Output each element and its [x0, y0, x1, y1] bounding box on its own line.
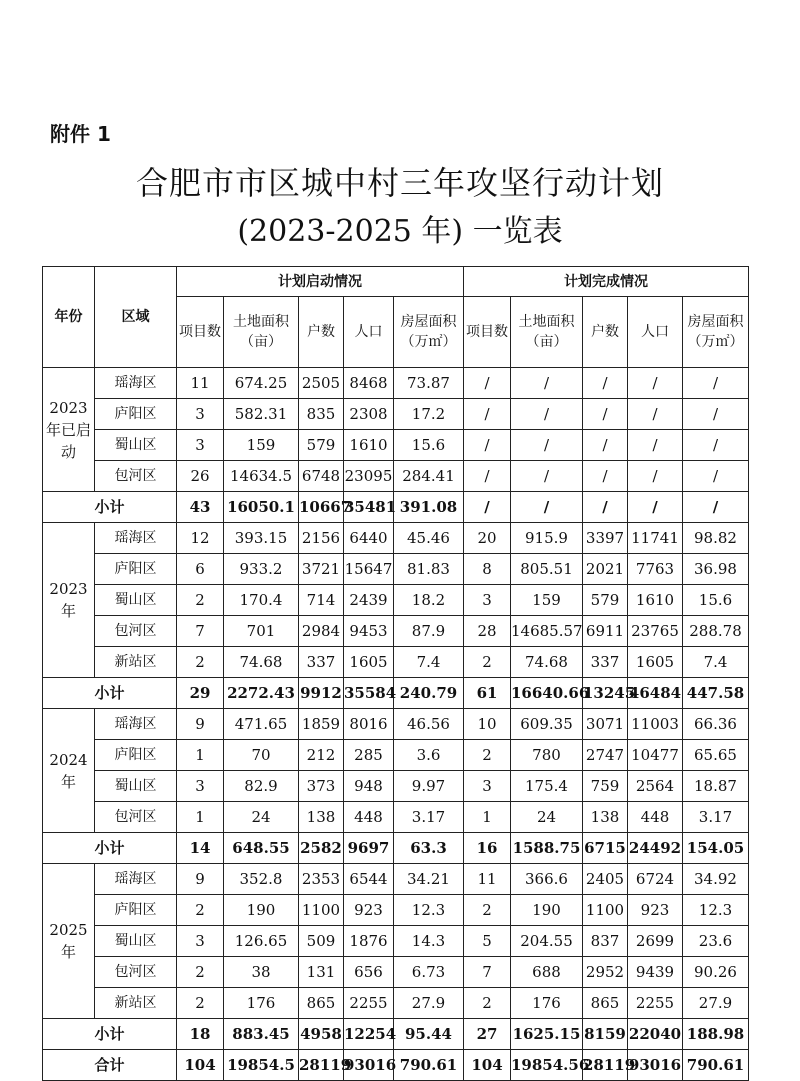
- header-plan-start: 计划启动情况: [177, 267, 464, 297]
- table-cell: 6748: [299, 461, 344, 492]
- table-cell: 27: [464, 1019, 511, 1050]
- table-cell: /: [464, 461, 511, 492]
- table-cell: 11: [464, 864, 511, 895]
- table-cell: 12.3: [683, 895, 749, 926]
- table-cell: 366.6: [511, 864, 583, 895]
- table-cell: 17.2: [394, 399, 464, 430]
- table-row: [43, 585, 749, 616]
- table-cell: 2: [177, 957, 224, 988]
- table-cell: 790.61: [394, 1050, 464, 1081]
- table-cell: /: [511, 461, 583, 492]
- table-cell: 188.98: [683, 1019, 749, 1050]
- table-cell: 23095: [344, 461, 394, 492]
- table-cell: 701: [224, 616, 299, 647]
- document-subtitle: (2023-2025 年) 一览表: [237, 214, 563, 249]
- table-cell: 11741: [628, 523, 683, 554]
- table-cell: 582.31: [224, 399, 299, 430]
- table-row: [43, 957, 749, 988]
- table-cell: 6715: [583, 833, 628, 864]
- table-cell: 27.9: [683, 988, 749, 1019]
- table-cell: 373: [299, 771, 344, 802]
- column-header: 户数: [583, 297, 628, 368]
- table-cell: 1610: [344, 430, 394, 461]
- table-row: [43, 461, 749, 492]
- table-cell: 170.4: [224, 585, 299, 616]
- table-cell: 22040: [628, 1019, 683, 1050]
- table-cell: 87.9: [394, 616, 464, 647]
- table-cell: 10477: [628, 740, 683, 771]
- subtotal-label: 小计: [43, 833, 177, 864]
- table-cell: 288.78: [683, 616, 749, 647]
- table-cell: 45.46: [394, 523, 464, 554]
- year-label: 2025年: [43, 864, 95, 1019]
- table-cell: /: [583, 368, 628, 399]
- district-label: 庐阳区: [95, 740, 177, 771]
- table-cell: 3: [177, 926, 224, 957]
- table-cell: 15.6: [394, 430, 464, 461]
- table-cell: 3.17: [394, 802, 464, 833]
- table-cell: 93016: [628, 1050, 683, 1081]
- table-cell: 98.82: [683, 523, 749, 554]
- table-cell: /: [511, 430, 583, 461]
- column-header: 户数: [299, 297, 344, 368]
- table-cell: 923: [344, 895, 394, 926]
- table-cell: 8: [464, 554, 511, 585]
- table-row: [43, 926, 749, 957]
- table-cell: 74.68: [511, 647, 583, 678]
- table-cell: 1: [464, 802, 511, 833]
- table-cell: 448: [628, 802, 683, 833]
- table-cell: 154.05: [683, 833, 749, 864]
- table-cell: 2747: [583, 740, 628, 771]
- table-cell: 6724: [628, 864, 683, 895]
- table-cell: 95.44: [394, 1019, 464, 1050]
- table-cell: 2272.43: [224, 678, 299, 709]
- table-cell: 10: [464, 709, 511, 740]
- table-cell: 805.51: [511, 554, 583, 585]
- table-cell: 138: [299, 802, 344, 833]
- table-cell: /: [628, 399, 683, 430]
- table-row: [43, 802, 749, 833]
- district-label: 蜀山区: [95, 585, 177, 616]
- table-cell: 7: [464, 957, 511, 988]
- district-label: 瑶海区: [95, 368, 177, 399]
- table-row: [43, 430, 749, 461]
- table-cell: 66.36: [683, 709, 749, 740]
- subtotal-label: 小计: [43, 678, 177, 709]
- table-cell: 837: [583, 926, 628, 957]
- district-label: 庐阳区: [95, 399, 177, 430]
- table-cell: 24: [224, 802, 299, 833]
- table-cell: 2952: [583, 957, 628, 988]
- table-cell: /: [628, 368, 683, 399]
- table-row: [43, 399, 749, 430]
- table-cell: 915.9: [511, 523, 583, 554]
- table-cell: 61: [464, 678, 511, 709]
- table-cell: 2: [177, 585, 224, 616]
- table-cell: 352.8: [224, 864, 299, 895]
- header-district: 区域: [95, 267, 177, 368]
- district-label: 庐阳区: [95, 554, 177, 585]
- table-row: [43, 647, 749, 678]
- column-header: 土地面积（亩）: [224, 297, 299, 368]
- table-cell: 27.9: [394, 988, 464, 1019]
- table-cell: 2156: [299, 523, 344, 554]
- table-cell: 2: [464, 647, 511, 678]
- table-cell: 1605: [628, 647, 683, 678]
- table-cell: 35584: [344, 678, 394, 709]
- table-cell: 93016: [344, 1050, 394, 1081]
- subtotal-label: 小计: [43, 492, 177, 523]
- district-label: 包河区: [95, 616, 177, 647]
- table-cell: 11: [177, 368, 224, 399]
- table-cell: /: [583, 430, 628, 461]
- table-cell: /: [683, 461, 749, 492]
- column-header: 房屋面积（万㎡）: [683, 297, 749, 368]
- table-cell: 131: [299, 957, 344, 988]
- table-cell: 656: [344, 957, 394, 988]
- table-cell: 175.4: [511, 771, 583, 802]
- table-cell: 7763: [628, 554, 683, 585]
- table-cell: 7: [177, 616, 224, 647]
- table-cell: /: [583, 399, 628, 430]
- table-cell: /: [464, 368, 511, 399]
- table-cell: 11003: [628, 709, 683, 740]
- table-cell: 9439: [628, 957, 683, 988]
- table-cell: 1: [177, 802, 224, 833]
- table-cell: /: [683, 399, 749, 430]
- table-cell: 1610: [628, 585, 683, 616]
- table-cell: 18.2: [394, 585, 464, 616]
- table-cell: 2308: [344, 399, 394, 430]
- table-cell: 447.58: [683, 678, 749, 709]
- table-cell: /: [683, 492, 749, 523]
- table-cell: 759: [583, 771, 628, 802]
- column-header: 房屋面积（万㎡）: [394, 297, 464, 368]
- table-cell: 18.87: [683, 771, 749, 802]
- table-cell: 9453: [344, 616, 394, 647]
- table-cell: /: [511, 368, 583, 399]
- table-cell: 9.97: [394, 771, 464, 802]
- table-row: [43, 988, 749, 1019]
- table-cell: 70: [224, 740, 299, 771]
- table-cell: 19854.5: [224, 1050, 299, 1081]
- table-cell: 393.15: [224, 523, 299, 554]
- table-cell: 3: [464, 771, 511, 802]
- table-cell: 9: [177, 864, 224, 895]
- district-label: 瑶海区: [95, 709, 177, 740]
- table-cell: 14: [177, 833, 224, 864]
- table-row: [43, 554, 749, 585]
- table-cell: 780: [511, 740, 583, 771]
- table-cell: 865: [583, 988, 628, 1019]
- table-cell: 2699: [628, 926, 683, 957]
- district-label: 蜀山区: [95, 430, 177, 461]
- table-cell: /: [683, 368, 749, 399]
- table-cell: 240.79: [394, 678, 464, 709]
- table-cell: 104: [177, 1050, 224, 1081]
- district-label: 包河区: [95, 802, 177, 833]
- table-cell: 159: [224, 430, 299, 461]
- table-cell: 20: [464, 523, 511, 554]
- table-cell: 923: [628, 895, 683, 926]
- table-cell: 159: [511, 585, 583, 616]
- table-cell: 2505: [299, 368, 344, 399]
- table-cell: /: [628, 430, 683, 461]
- table-cell: 2439: [344, 585, 394, 616]
- table-cell: 2: [464, 740, 511, 771]
- column-header: 人口: [628, 297, 683, 368]
- header-year: 年份: [43, 267, 95, 368]
- table-cell: 2021: [583, 554, 628, 585]
- district-label: 瑶海区: [95, 523, 177, 554]
- table-cell: 38: [224, 957, 299, 988]
- table-cell: 933.2: [224, 554, 299, 585]
- table-cell: 2564: [628, 771, 683, 802]
- table-cell: 337: [299, 647, 344, 678]
- table-cell: 3071: [583, 709, 628, 740]
- table-cell: 81.83: [394, 554, 464, 585]
- table-cell: 3: [177, 430, 224, 461]
- table-cell: 3.6: [394, 740, 464, 771]
- table-cell: 28: [464, 616, 511, 647]
- table-cell: 7.4: [394, 647, 464, 678]
- table-cell: 126.65: [224, 926, 299, 957]
- table-cell: 2255: [628, 988, 683, 1019]
- table-cell: 28119: [299, 1050, 344, 1081]
- table-cell: 26: [177, 461, 224, 492]
- district-label: 包河区: [95, 957, 177, 988]
- table-cell: 16050.1: [224, 492, 299, 523]
- table-cell: 138: [583, 802, 628, 833]
- table-cell: 18: [177, 1019, 224, 1050]
- table-cell: 24492: [628, 833, 683, 864]
- table-row: [43, 709, 749, 740]
- table-cell: 2: [464, 988, 511, 1019]
- district-label: 庐阳区: [95, 895, 177, 926]
- table-cell: 3721: [299, 554, 344, 585]
- attachment-label: 附件 1: [50, 122, 111, 146]
- table-cell: 1605: [344, 647, 394, 678]
- column-header: 项目数: [464, 297, 511, 368]
- subtotal-row: [43, 833, 749, 864]
- table-cell: 28119: [583, 1050, 628, 1081]
- table-cell: 1625.15: [511, 1019, 583, 1050]
- table-cell: 1859: [299, 709, 344, 740]
- table-cell: 8468: [344, 368, 394, 399]
- table-cell: 7.4: [683, 647, 749, 678]
- table-cell: 8159: [583, 1019, 628, 1050]
- table-cell: 948: [344, 771, 394, 802]
- table-cell: 674.25: [224, 368, 299, 399]
- table-cell: 176: [511, 988, 583, 1019]
- table-cell: 43: [177, 492, 224, 523]
- year-label: 2023年: [43, 523, 95, 678]
- table-cell: 471.65: [224, 709, 299, 740]
- table-cell: 82.9: [224, 771, 299, 802]
- column-header: 项目数: [177, 297, 224, 368]
- table-cell: 2353: [299, 864, 344, 895]
- table-cell: /: [583, 461, 628, 492]
- total-row: [43, 1050, 749, 1081]
- table-cell: 4958: [299, 1019, 344, 1050]
- table-cell: 391.08: [394, 492, 464, 523]
- document-title: 合肥市市区城中村三年攻坚行动计划: [135, 164, 664, 202]
- table-cell: 190: [224, 895, 299, 926]
- table-row: [43, 368, 749, 399]
- column-header: 土地面积（亩）: [511, 297, 583, 368]
- subtotal-row: [43, 492, 749, 523]
- table-cell: 19854.56: [511, 1050, 583, 1081]
- table-cell: 36.98: [683, 554, 749, 585]
- subtotal-row: [43, 1019, 749, 1050]
- table-cell: 609.35: [511, 709, 583, 740]
- table-cell: 35481: [344, 492, 394, 523]
- table-cell: 5: [464, 926, 511, 957]
- table-cell: 90.26: [683, 957, 749, 988]
- table-cell: 23.6: [683, 926, 749, 957]
- table-row: [43, 740, 749, 771]
- table-cell: 16640.66: [511, 678, 583, 709]
- table-row: [43, 771, 749, 802]
- subtotal-row: [43, 678, 749, 709]
- district-label: 蜀山区: [95, 771, 177, 802]
- table-cell: 10667: [299, 492, 344, 523]
- table-row: [43, 895, 749, 926]
- table-cell: 3: [464, 585, 511, 616]
- table-cell: 34.92: [683, 864, 749, 895]
- table-cell: 337: [583, 647, 628, 678]
- table-cell: 3: [177, 771, 224, 802]
- year-label: 2024年: [43, 709, 95, 833]
- table-cell: 835: [299, 399, 344, 430]
- table-cell: 46484: [628, 678, 683, 709]
- table-cell: 65.65: [683, 740, 749, 771]
- table-cell: 648.55: [224, 833, 299, 864]
- table-cell: 6.73: [394, 957, 464, 988]
- table-cell: 24: [511, 802, 583, 833]
- table-cell: 6440: [344, 523, 394, 554]
- table-cell: 46.56: [394, 709, 464, 740]
- header-plan-complete: 计划完成情况: [464, 267, 749, 297]
- table-cell: 1100: [299, 895, 344, 926]
- table-cell: 2: [177, 895, 224, 926]
- table-cell: 204.55: [511, 926, 583, 957]
- table-cell: 865: [299, 988, 344, 1019]
- table-cell: 2: [177, 988, 224, 1019]
- table-cell: 1588.75: [511, 833, 583, 864]
- plan-table: [42, 266, 749, 1081]
- table-cell: 3397: [583, 523, 628, 554]
- table-cell: 2984: [299, 616, 344, 647]
- table-cell: 15647: [344, 554, 394, 585]
- district-label: 新站区: [95, 988, 177, 1019]
- table-cell: /: [511, 492, 583, 523]
- table-cell: 14634.5: [224, 461, 299, 492]
- total-label: 合计: [43, 1050, 177, 1081]
- table-cell: 190: [511, 895, 583, 926]
- column-header: 人口: [344, 297, 394, 368]
- table-cell: /: [464, 430, 511, 461]
- table-cell: /: [464, 492, 511, 523]
- table-cell: 285: [344, 740, 394, 771]
- table-cell: 6544: [344, 864, 394, 895]
- table-cell: 12: [177, 523, 224, 554]
- district-label: 包河区: [95, 461, 177, 492]
- table-cell: 6911: [583, 616, 628, 647]
- table-cell: 790.61: [683, 1050, 749, 1081]
- table-cell: /: [683, 430, 749, 461]
- table-cell: 12254: [344, 1019, 394, 1050]
- table-cell: 714: [299, 585, 344, 616]
- table-cell: 2255: [344, 988, 394, 1019]
- table-cell: 1876: [344, 926, 394, 957]
- table-cell: 3.17: [683, 802, 749, 833]
- table-cell: 12.3: [394, 895, 464, 926]
- table-row: [43, 523, 749, 554]
- district-label: 蜀山区: [95, 926, 177, 957]
- table-cell: 2582: [299, 833, 344, 864]
- table-cell: 13245: [583, 678, 628, 709]
- table-cell: 176: [224, 988, 299, 1019]
- table-cell: 284.41: [394, 461, 464, 492]
- table-cell: 63.3: [394, 833, 464, 864]
- table-cell: 579: [299, 430, 344, 461]
- table-cell: 16: [464, 833, 511, 864]
- table-cell: 8016: [344, 709, 394, 740]
- table-cell: /: [464, 399, 511, 430]
- table-cell: 14.3: [394, 926, 464, 957]
- table-cell: /: [628, 461, 683, 492]
- table-cell: 6: [177, 554, 224, 585]
- table-cell: 73.87: [394, 368, 464, 399]
- district-label: 新站区: [95, 647, 177, 678]
- table-cell: 2: [464, 895, 511, 926]
- table-cell: /: [511, 399, 583, 430]
- table-row: [43, 864, 749, 895]
- table-cell: 34.21: [394, 864, 464, 895]
- table-cell: 14685.57: [511, 616, 583, 647]
- year-label: 2023年已启动: [43, 368, 95, 492]
- table-cell: 579: [583, 585, 628, 616]
- table-cell: 9: [177, 709, 224, 740]
- table-cell: 509: [299, 926, 344, 957]
- table-cell: 688: [511, 957, 583, 988]
- district-label: 瑶海区: [95, 864, 177, 895]
- table-cell: 104: [464, 1050, 511, 1081]
- table-cell: 448: [344, 802, 394, 833]
- table-cell: 3: [177, 399, 224, 430]
- table-cell: 74.68: [224, 647, 299, 678]
- table-cell: 212: [299, 740, 344, 771]
- table-row: [43, 616, 749, 647]
- table-cell: 1: [177, 740, 224, 771]
- table-cell: 9912: [299, 678, 344, 709]
- table-cell: 2: [177, 647, 224, 678]
- table-cell: 15.6: [683, 585, 749, 616]
- table-cell: /: [628, 492, 683, 523]
- table-cell: 23765: [628, 616, 683, 647]
- table-cell: /: [583, 492, 628, 523]
- table-cell: 29: [177, 678, 224, 709]
- table-cell: 9697: [344, 833, 394, 864]
- table-cell: 2405: [583, 864, 628, 895]
- table-cell: 883.45: [224, 1019, 299, 1050]
- table-cell: 1100: [583, 895, 628, 926]
- subtotal-label: 小计: [43, 1019, 177, 1050]
